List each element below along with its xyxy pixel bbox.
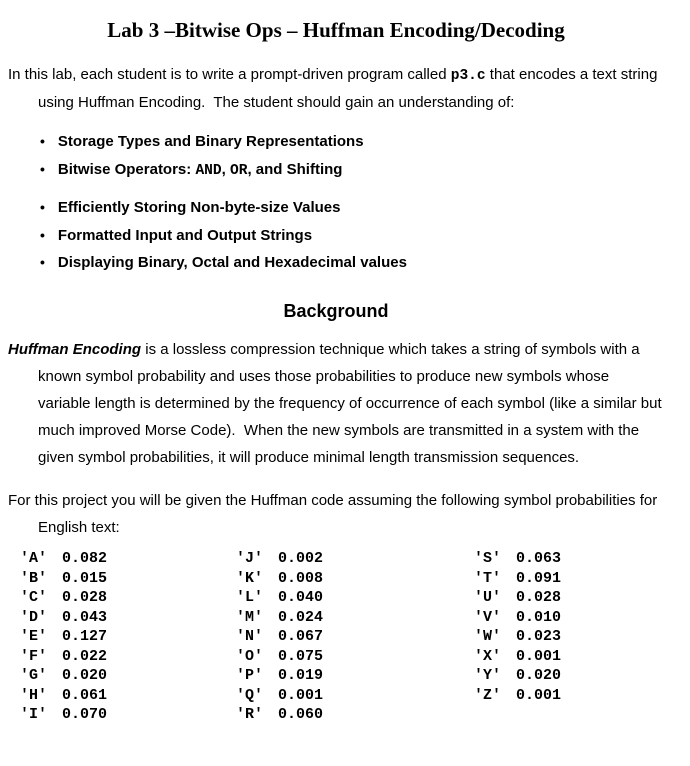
prob-value: 0.040: [278, 589, 324, 607]
prob-value: 0.082: [62, 550, 108, 568]
prob-entry: [20, 686, 236, 706]
prob-value: 0.020: [62, 667, 108, 685]
probability-table: [8, 549, 664, 725]
prob-entry: [20, 569, 236, 589]
prob-value: 0.002: [278, 550, 324, 568]
prob-entry: [236, 647, 474, 667]
prob-entry: [474, 647, 664, 667]
prob-value: 0.060: [278, 706, 324, 724]
prob-value: 0.043: [62, 608, 108, 626]
list-item-efficient-storage: [40, 194, 664, 222]
prob-entry: [236, 608, 474, 628]
prob-value: 0.001: [516, 647, 562, 665]
background-heading: Background: [283, 301, 389, 322]
prob-value: 0.020: [516, 667, 562, 685]
list-item-storage-types: [40, 128, 664, 156]
prob-entry: [236, 686, 474, 706]
prob-symbol: 'N': [236, 628, 264, 646]
list-item-label: Formatted Input and Output Strings: [57, 226, 313, 244]
prob-value: 0.019: [278, 667, 324, 685]
prob-symbol: 'M': [236, 608, 264, 626]
prob-symbol: 'G': [20, 667, 48, 685]
probability-column-1: [20, 549, 236, 725]
intro-paragraph: [8, 61, 664, 116]
prob-value: 0.008: [278, 569, 324, 587]
prob-value: 0.070: [62, 706, 108, 724]
prob-entry: [474, 569, 664, 589]
bullet-icon: •: [40, 226, 45, 243]
bullet-icon: •: [40, 160, 45, 177]
prob-entry: [236, 705, 474, 725]
document-title: Lab 3 –Bitwise Ops – Huffman Encoding/Decoding: [107, 18, 565, 42]
list-item-label: Displaying Binary, Octal and Hexadecimal values: [57, 254, 407, 272]
prob-value: 0.028: [516, 589, 562, 607]
prob-entry: [474, 549, 664, 569]
prob-symbol: 'K': [236, 569, 264, 587]
list-item-formatted-io: [40, 222, 664, 250]
inline-code-and: AND: [195, 162, 222, 179]
prob-symbol: 'J': [236, 550, 264, 568]
prob-value: 0.015: [62, 569, 108, 587]
prob-symbol: 'I': [20, 706, 48, 724]
prob-entry: [20, 549, 236, 569]
prob-entry: [20, 666, 236, 686]
prob-entry: [474, 686, 664, 706]
probability-column-3: [474, 549, 664, 725]
prob-value: 0.010: [516, 608, 562, 626]
prob-value: 0.061: [62, 686, 108, 704]
prob-entry: [474, 627, 664, 647]
prob-symbol: 'Z': [474, 686, 502, 704]
prob-entry: [20, 627, 236, 647]
prob-entry: [236, 666, 474, 686]
list-item-text-segment: Bitwise Operators:: [57, 160, 196, 178]
prob-entry: [236, 588, 474, 608]
prob-value: 0.023: [516, 628, 562, 646]
prob-entry: [20, 608, 236, 628]
list-item-displaying-values: [40, 249, 664, 277]
prob-value: 0.001: [516, 686, 562, 704]
prob-value: 0.067: [278, 628, 324, 646]
prob-symbol: 'Q': [236, 686, 264, 704]
prob-value: 0.001: [278, 686, 324, 704]
prob-value: 0.091: [516, 569, 562, 587]
prob-symbol: 'Y': [474, 667, 502, 685]
prob-symbol: 'H': [20, 686, 48, 704]
background-paragraph: [8, 336, 664, 471]
prob-symbol: 'E': [20, 628, 48, 646]
prob-symbol: 'S': [474, 550, 502, 568]
prob-entry: [20, 705, 236, 725]
list-item-label: Efficiently Storing Non-byte-size Values: [57, 198, 341, 216]
prob-entry: [474, 666, 664, 686]
prob-value: 0.022: [62, 647, 108, 665]
objectives-list: [8, 128, 664, 277]
prob-symbol: 'F': [20, 647, 48, 665]
prob-symbol: 'X': [474, 647, 502, 665]
prob-symbol: 'V': [474, 608, 502, 626]
inline-code-or: OR: [230, 162, 248, 179]
list-item-text-segment: ,: [221, 160, 230, 178]
prob-entry: [474, 608, 664, 628]
prob-symbol: 'T': [474, 569, 502, 587]
prob-entry: [474, 588, 664, 608]
prob-symbol: 'U': [474, 589, 502, 607]
prob-symbol: 'D': [20, 608, 48, 626]
list-item-label: Storage Types and Binary Representations: [57, 133, 364, 151]
list-item-text-segment: , and Shifting: [247, 160, 343, 178]
prob-entry: [20, 647, 236, 667]
prob-value: 0.127: [62, 628, 108, 646]
bullet-icon: •: [40, 133, 45, 150]
probability-column-2: [236, 549, 474, 725]
prob-symbol: 'L': [236, 589, 264, 607]
prob-entry: [236, 569, 474, 589]
prob-entry: [236, 627, 474, 647]
prob-symbol: 'W': [474, 628, 502, 646]
prob-symbol: 'A': [20, 550, 48, 568]
prob-symbol: 'O': [236, 647, 264, 665]
project-paragraph: For this project you will be given the Huffman code assuming the following symbol probabilities for English text:: [8, 492, 662, 537]
prob-symbol: 'R': [236, 706, 264, 724]
intro-text-before: In this lab, each student is to write a prompt-driven program called: [8, 66, 451, 83]
prob-value: 0.075: [278, 647, 324, 665]
huffman-encoding-lead: Huffman Encoding: [8, 341, 142, 359]
list-item-bitwise-operators: [40, 156, 664, 185]
prob-symbol: 'P': [236, 667, 264, 685]
prob-value: 0.063: [516, 550, 562, 568]
intro-text-after: that encodes a text string using Huffman Encoding. The student should gain an understanding of:: [38, 66, 662, 112]
inline-code-filename: p3.c: [450, 68, 486, 84]
prob-value: 0.024: [278, 608, 324, 626]
list-item-label: [58, 156, 343, 185]
prob-symbol: 'C': [20, 589, 48, 607]
prob-symbol: 'B': [20, 569, 48, 587]
prob-entry: [236, 549, 474, 569]
prob-value: 0.028: [62, 589, 108, 607]
background-text: is a lossless compression technique which takes a string of symbols with a known symbol probability and uses those probabilities to produce new symbols whose variable length is determined by the frequency of occurrence of each symbol (like a similar but much improved Morse Code). When the new symbols are transmitted in a system with the given symbol probabilities, it will produce minimal length transmission sequences.: [38, 341, 666, 467]
bullet-icon: •: [40, 198, 45, 215]
prob-entry: [20, 588, 236, 608]
bullet-icon: •: [40, 254, 45, 271]
